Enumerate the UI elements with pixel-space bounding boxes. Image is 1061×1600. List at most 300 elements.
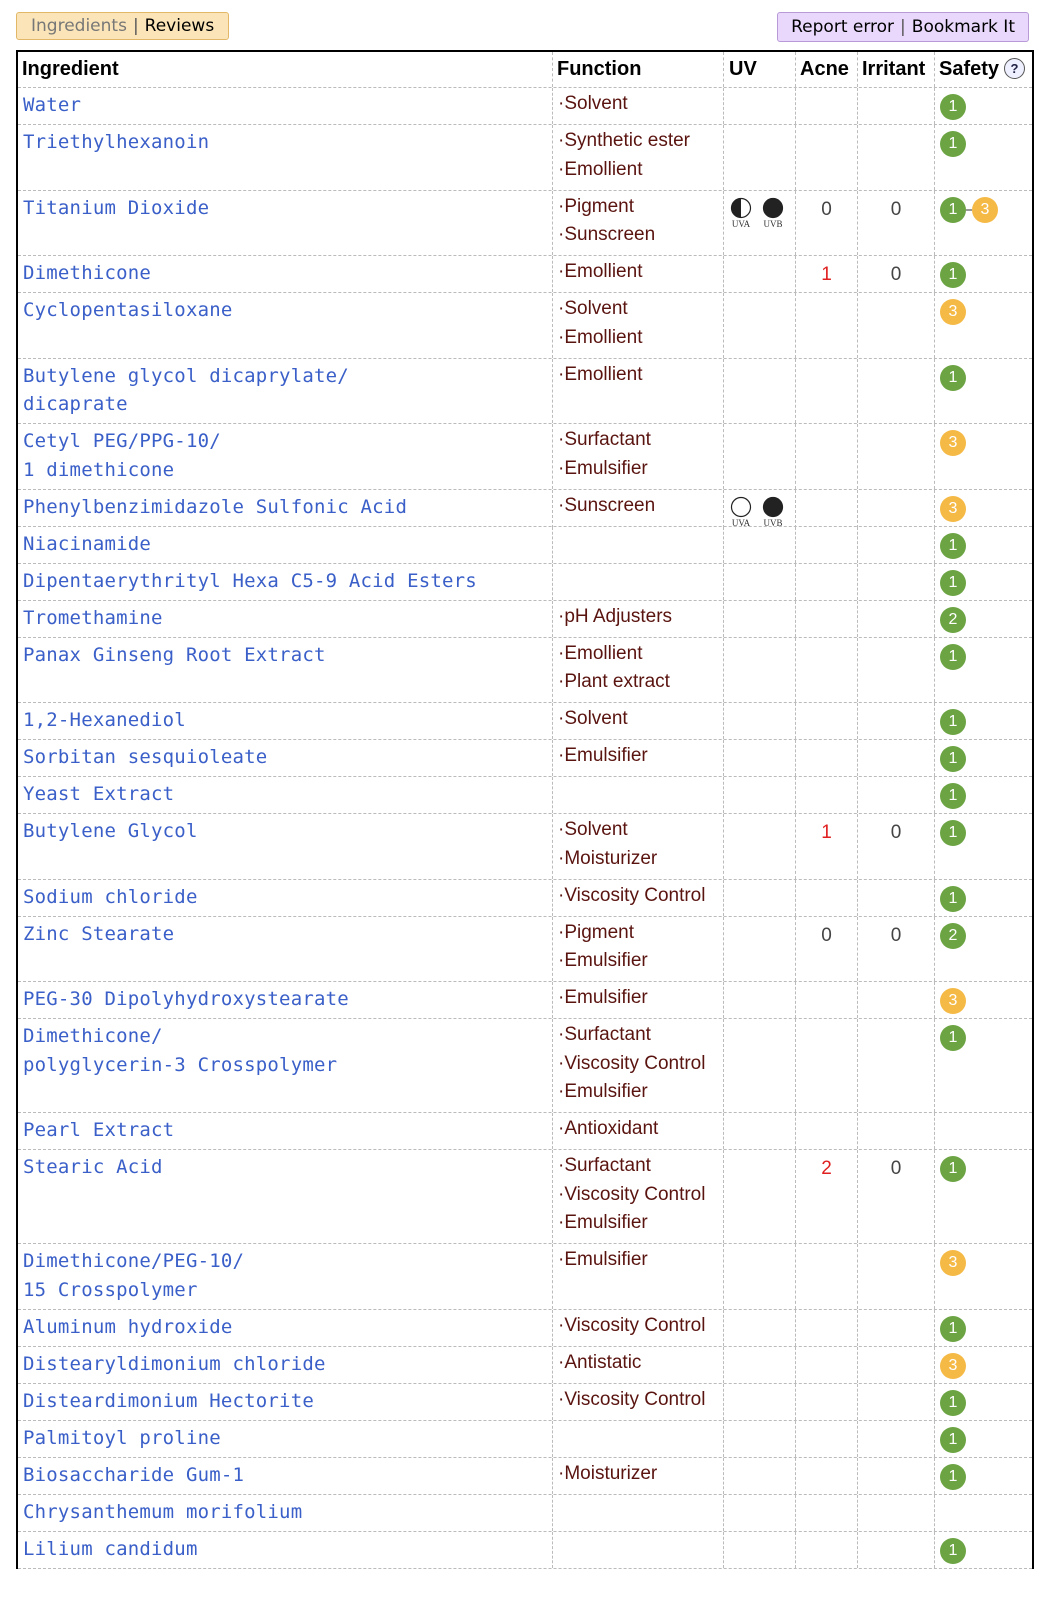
- ingredient-link[interactable]: [23, 191, 548, 223]
- ingredient-cell: [18, 638, 553, 703]
- safety-badge: 1: [940, 262, 966, 288]
- acne-cell: [796, 125, 858, 190]
- ingredient-link[interactable]: [23, 1150, 548, 1182]
- safety-badge: 1: [940, 533, 966, 559]
- table-row: [18, 125, 1032, 191]
- ingredient-name-line: Yeast Extract: [23, 783, 175, 805]
- function-item: ·Solvent: [558, 93, 628, 114]
- acne-cell: [796, 703, 858, 739]
- acne-cell: [796, 1113, 858, 1149]
- acne-value: 1: [821, 822, 832, 843]
- ingredient-cell: [18, 490, 553, 528]
- acne-value: 1: [821, 264, 832, 285]
- ingredient-cell: [18, 1458, 553, 1494]
- function-item: ·Emulsifier: [558, 987, 648, 1008]
- safety-cell: [935, 982, 1032, 1018]
- uv-cell: [724, 1310, 796, 1346]
- acne-cell: [796, 601, 858, 637]
- table-row: [18, 1495, 1032, 1532]
- table-row: [18, 1019, 1032, 1113]
- safety-cell: [935, 601, 1032, 637]
- irritant-cell: [858, 917, 935, 982]
- safety-cell: [935, 1019, 1032, 1112]
- function-item: ·Antistatic: [558, 1351, 642, 1373]
- function-cell: [553, 1347, 724, 1383]
- top-bar: [0, 0, 1061, 48]
- table-row: [18, 1347, 1032, 1384]
- table-row: [18, 1421, 1032, 1458]
- ingredient-link[interactable]: [23, 777, 548, 809]
- function-cell: [553, 880, 724, 916]
- function-item: ·Solvent: [558, 708, 628, 729]
- ingredient-link[interactable]: [23, 638, 548, 670]
- ingredient-cell: [18, 740, 553, 776]
- acne-cell: [796, 1310, 858, 1346]
- full-circle-icon: [762, 496, 784, 518]
- safety-cell: [935, 638, 1032, 703]
- function-cell: [553, 814, 724, 879]
- safety-cell: [935, 527, 1032, 563]
- safety-cell: [935, 880, 1032, 916]
- header-irritant: Irritant: [858, 52, 935, 87]
- ingredient-link[interactable]: [23, 1019, 548, 1079]
- ingredient-name-line: Pearl Extract: [23, 1119, 175, 1141]
- function-cell: [553, 1113, 724, 1149]
- ingredient-link[interactable]: [23, 1113, 548, 1145]
- function-cell: [553, 256, 724, 292]
- irritant-cell: [858, 601, 935, 637]
- safety-badge: 1: [940, 570, 966, 596]
- uv-cell: [724, 564, 796, 600]
- function-item: ·Viscosity Control: [558, 1314, 706, 1336]
- acne-cell: [796, 191, 858, 256]
- irritant-cell: [858, 1532, 935, 1568]
- view-tabs: [16, 12, 229, 40]
- function-cell: [553, 1019, 724, 1112]
- ingredient-link[interactable]: [23, 1458, 548, 1490]
- irritant-cell: [858, 880, 935, 916]
- table-row: [18, 256, 1032, 293]
- function-item: ·Viscosity Control: [558, 1183, 706, 1205]
- safety-badge: 3: [940, 299, 966, 325]
- safety-cell: [935, 703, 1032, 739]
- acne-cell: [796, 1532, 858, 1568]
- ingredient-cell: [18, 917, 553, 982]
- ingredient-name-line: Tromethamine: [23, 606, 163, 629]
- irritant-cell: [858, 191, 935, 256]
- function-item: ·Sunscreen: [558, 224, 656, 245]
- irritant-cell: [858, 1347, 935, 1383]
- uv-cell: [724, 1019, 796, 1112]
- irritant-cell: [858, 490, 935, 528]
- function-item: ·Emollient: [558, 363, 643, 385]
- uv-cell: [724, 1244, 796, 1309]
- table-row: [18, 424, 1032, 490]
- ingredient-link[interactable]: [23, 490, 548, 522]
- acne-value: 0: [821, 924, 832, 946]
- ingredient-link[interactable]: [23, 703, 548, 735]
- uv-cell: [724, 814, 796, 879]
- safety-badge: 2: [940, 923, 966, 949]
- irritant-cell: [858, 359, 935, 424]
- uv-cell: [724, 777, 796, 813]
- function-item: ·Solvent: [558, 298, 628, 319]
- safety-badge: 1: [940, 709, 966, 735]
- function-item: ·Emulsifier: [558, 1081, 648, 1102]
- ingredient-name-line: Zinc Stearate: [23, 922, 175, 945]
- uv-cell: [724, 1495, 796, 1531]
- header-safety: Safety: [939, 58, 1000, 80]
- uv-cell: [724, 880, 796, 916]
- safety-badge: 1: [940, 1316, 966, 1342]
- safety-badge: 3: [940, 1250, 966, 1276]
- uv-cell: [724, 191, 796, 256]
- irritant-value: 0: [890, 822, 902, 843]
- safety-badge: 1: [940, 820, 966, 846]
- function-item: ·Plant extract: [558, 671, 670, 692]
- ingredient-link[interactable]: [23, 917, 548, 949]
- ingredient-link[interactable]: [23, 359, 548, 419]
- acne-cell: [796, 1019, 858, 1112]
- ingredient-link[interactable]: [23, 1244, 548, 1304]
- safety-cell: [935, 814, 1032, 879]
- safety-badge: 3: [972, 197, 998, 223]
- safety-badge: 1: [940, 131, 966, 157]
- acne-cell: [796, 638, 858, 703]
- uv-cell: [724, 256, 796, 292]
- table-row: [18, 1113, 1032, 1150]
- tab-separator: |: [132, 16, 139, 36]
- ingredient-name-line: Stearic Acid: [23, 1156, 163, 1178]
- uv-label: UVA: [731, 218, 751, 229]
- safety-cell: [935, 1244, 1032, 1309]
- safety-badge: 1: [940, 1427, 966, 1453]
- table-row: [18, 703, 1032, 740]
- safety-cell: [935, 1458, 1032, 1494]
- uv-indicator: [762, 197, 784, 229]
- safety-cell: [935, 1495, 1032, 1531]
- ingredient-link[interactable]: [23, 880, 548, 912]
- ingredient-name-line: dicaprate: [23, 393, 128, 415]
- safety-cell: [935, 1421, 1032, 1457]
- ingredient-name-line: 1 dimethicone: [23, 458, 175, 481]
- function-item: ·Sunscreen: [558, 494, 656, 516]
- uv-cell: [724, 1458, 796, 1494]
- table-row: [18, 527, 1032, 564]
- function-cell: [553, 191, 724, 256]
- safety-badge: 1: [940, 94, 966, 120]
- ingredient-cell: [18, 564, 553, 600]
- safety-cell: [935, 1532, 1032, 1568]
- safety-badge: 1: [940, 1390, 966, 1416]
- acne-cell: [796, 564, 858, 600]
- uv-indicators: [724, 490, 795, 528]
- function-item: ·Pigment: [558, 195, 635, 217]
- function-item: ·Emulsifier: [558, 950, 648, 971]
- table-row: [18, 1458, 1032, 1495]
- function-cell: [553, 293, 724, 358]
- safety-badge: 1: [940, 886, 966, 912]
- ingredient-name-line: Cetyl PEG/PPG-10/: [23, 430, 221, 452]
- ingredient-name-line: Dipentaerythrityl Hexa C5-9 Acid Esters: [23, 569, 477, 592]
- ingredient-table: [16, 50, 1034, 1569]
- acne-cell: [796, 1421, 858, 1457]
- acne-cell: [796, 256, 858, 292]
- table-row: [18, 88, 1032, 125]
- ingredient-cell: [18, 359, 553, 424]
- uv-cell: [724, 917, 796, 982]
- safety-cell: [935, 293, 1032, 358]
- table-row: [18, 1150, 1032, 1244]
- report-error-button[interactable]: Report error: [791, 17, 895, 37]
- ingredient-link[interactable]: [23, 1310, 548, 1342]
- function-cell: [553, 982, 724, 1018]
- function-item: ·Surfactant: [558, 1155, 651, 1176]
- tab-ingredients[interactable]: Ingredients: [31, 16, 127, 36]
- function-item: ·Synthetic ester: [558, 130, 690, 151]
- ingredient-name-line: Biosaccharide Gum-1: [23, 1463, 245, 1486]
- ingredient-cell: [18, 293, 553, 358]
- ingredient-link[interactable]: [23, 527, 548, 559]
- irritant-value: 0: [890, 924, 902, 946]
- ingredient-link[interactable]: [23, 256, 548, 288]
- safety-badge: 3: [940, 988, 966, 1014]
- ingredient-name-line: Cyclopentasiloxane: [23, 299, 233, 321]
- safety-badge: 3: [940, 430, 966, 456]
- ingredient-name-line: Butylene glycol dicaprylate/: [23, 364, 349, 387]
- function-item: ·Viscosity Control: [558, 884, 706, 906]
- table-row: [18, 490, 1032, 527]
- uv-cell: [724, 601, 796, 637]
- function-cell: [553, 359, 724, 424]
- uv-cell: [724, 1113, 796, 1149]
- empty-circle-icon: [730, 496, 752, 518]
- safety-cell: [935, 490, 1032, 528]
- uv-cell: [724, 490, 796, 528]
- acne-cell: [796, 917, 858, 982]
- table-row: [18, 638, 1032, 704]
- uv-cell: [724, 88, 796, 124]
- uv-cell: [724, 1150, 796, 1243]
- bookmark-button[interactable]: Bookmark It: [911, 17, 1015, 37]
- safety-badge: 1: [940, 1538, 966, 1564]
- irritant-cell: [858, 638, 935, 703]
- acne-cell: [796, 1347, 858, 1383]
- ingredient-name-line: Aluminum hydroxide: [23, 1315, 233, 1338]
- safety-cell: [935, 1310, 1032, 1346]
- safety-badge: 3: [940, 1353, 966, 1379]
- ingredient-cell: [18, 125, 553, 190]
- uv-indicators: [724, 191, 795, 229]
- ingredient-cell: [18, 703, 553, 739]
- function-item: ·Moisturizer: [558, 847, 658, 869]
- half-circle-icon: [730, 197, 752, 219]
- safety-cell: [935, 777, 1032, 813]
- ingredient-link[interactable]: [23, 424, 548, 484]
- ingredient-cell: [18, 601, 553, 637]
- function-item: ·Emulsifier: [558, 745, 648, 766]
- table-row: [18, 293, 1032, 359]
- acne-value: 0: [821, 198, 832, 220]
- function-cell: [553, 1310, 724, 1346]
- safety-badge: 3: [940, 496, 966, 522]
- uv-indicator: [730, 496, 752, 528]
- function-item: ·Solvent: [558, 819, 628, 840]
- ingredient-cell: [18, 1310, 553, 1346]
- function-item: ·Surfactant: [558, 429, 651, 450]
- ingredient-name-line: Dimethicone/PEG-10/: [23, 1250, 245, 1272]
- ingredient-link[interactable]: [23, 740, 548, 772]
- irritant-cell: [858, 424, 935, 489]
- function-cell: [553, 1384, 724, 1420]
- function-cell: [553, 125, 724, 190]
- irritant-value: 0: [890, 1158, 902, 1179]
- ingredient-link[interactable]: [23, 982, 548, 1014]
- ingredient-cell: [18, 777, 553, 813]
- function-cell: [553, 424, 724, 489]
- header-acne: Acne: [796, 52, 858, 87]
- table-row: [18, 601, 1032, 638]
- table-row: [18, 1532, 1032, 1569]
- acne-cell: [796, 777, 858, 813]
- irritant-cell: [858, 88, 935, 124]
- acne-cell: [796, 293, 858, 358]
- ingredient-name-line: Dimethicone: [23, 262, 152, 284]
- function-cell: [553, 777, 724, 813]
- irritant-cell: [858, 703, 935, 739]
- irritant-cell: [858, 1019, 935, 1112]
- ingredient-name-line: Dimethicone/: [23, 1025, 163, 1047]
- ingredient-cell: [18, 1150, 553, 1243]
- ingredient-cell: [18, 1244, 553, 1309]
- safety-badge: 1: [940, 783, 966, 809]
- function-item: ·Emulsifier: [558, 457, 648, 479]
- safety-cell: [935, 88, 1032, 124]
- safety-badge: 1: [940, 746, 966, 772]
- table-row: [18, 191, 1032, 257]
- safety-badge: 1: [940, 1156, 966, 1182]
- ingredient-link[interactable]: [23, 1495, 548, 1527]
- irritant-cell: [858, 1458, 935, 1494]
- function-item: ·Emulsifier: [558, 1249, 648, 1270]
- uv-cell: [724, 359, 796, 424]
- header-uv: UV: [724, 52, 796, 87]
- function-cell: [553, 1532, 724, 1568]
- table-row: [18, 740, 1032, 777]
- irritant-cell: [858, 125, 935, 190]
- ingredient-name-line: Water: [23, 94, 82, 116]
- irritant-cell: [858, 256, 935, 292]
- ingredient-cell: [18, 1347, 553, 1383]
- acne-cell: [796, 88, 858, 124]
- ingredient-name-line: polyglycerin-3 Crosspolymer: [23, 1053, 338, 1076]
- safety-badge: 1: [940, 1464, 966, 1490]
- function-item: ·Pigment: [558, 921, 635, 943]
- full-circle-icon: [762, 197, 784, 219]
- ingredient-link[interactable]: [23, 1532, 548, 1564]
- ingredient-link[interactable]: [23, 1347, 548, 1379]
- function-item: ·Antioxidant: [558, 1118, 659, 1139]
- ingredient-cell: [18, 1421, 553, 1457]
- acne-cell: [796, 424, 858, 489]
- ingredient-link[interactable]: [23, 293, 548, 325]
- ingredient-name-line: Butylene Glycol: [23, 820, 198, 842]
- irritant-cell: [858, 982, 935, 1018]
- safety-cell: [935, 564, 1032, 600]
- action-separator: |: [900, 17, 906, 37]
- ingredient-link[interactable]: [23, 564, 548, 596]
- ingredient-cell: [18, 1019, 553, 1112]
- irritant-cell: [858, 527, 935, 563]
- function-cell: [553, 88, 724, 124]
- ingredient-link[interactable]: [23, 814, 548, 846]
- ingredient-link[interactable]: [23, 88, 548, 120]
- safety-cell: [935, 191, 1032, 256]
- ingredient-cell: [18, 527, 553, 563]
- acne-cell: [796, 880, 858, 916]
- safety-badge: 2: [940, 607, 966, 633]
- function-cell: [553, 601, 724, 637]
- ingredient-name-line: Phenylbenzimidazole Sulfonic Acid: [23, 495, 408, 518]
- safety-badge: 1: [940, 365, 966, 391]
- ingredient-cell: [18, 256, 553, 292]
- ingredient-link[interactable]: [23, 125, 548, 157]
- function-cell: [553, 490, 724, 528]
- function-cell: [553, 740, 724, 776]
- acne-value: 2: [821, 1158, 832, 1179]
- help-icon[interactable]: ?: [1004, 58, 1025, 79]
- function-cell: [553, 1458, 724, 1494]
- acne-cell: [796, 490, 858, 528]
- ingredient-link[interactable]: [23, 1421, 548, 1453]
- ingredient-name-line: Sodium chloride: [23, 885, 198, 908]
- uv-cell: [724, 527, 796, 563]
- safety-cell: [935, 256, 1032, 292]
- uv-cell: [724, 703, 796, 739]
- ingredient-name-line: Niacinamide: [23, 532, 152, 555]
- ingredient-link[interactable]: [23, 601, 548, 633]
- function-item: ·Emollient: [558, 642, 643, 664]
- ingredient-cell: [18, 982, 553, 1018]
- ingredient-cell: [18, 814, 553, 879]
- function-item: ·Emollient: [558, 158, 643, 180]
- acne-cell: [796, 359, 858, 424]
- ingredient-cell: [18, 1384, 553, 1420]
- function-cell: [553, 1421, 724, 1457]
- safety-cell: [935, 1150, 1032, 1243]
- acne-cell: [796, 814, 858, 879]
- uv-indicator: [762, 496, 784, 528]
- safety-cell: [935, 1384, 1032, 1420]
- irritant-cell: [858, 740, 935, 776]
- ingredient-link[interactable]: [23, 1384, 548, 1416]
- ingredient-name-line: Palmitoyl proline: [23, 1426, 221, 1449]
- ingredient-name-line: 15 Crosspolymer: [23, 1278, 198, 1301]
- function-item: ·Surfactant: [558, 1024, 651, 1045]
- uv-label: UVB: [763, 517, 783, 528]
- safety-cell: [935, 125, 1032, 190]
- ingredient-name-line: Triethylhexanoin: [23, 131, 210, 153]
- tab-reviews[interactable]: Reviews: [144, 16, 215, 36]
- ingredient-cell: [18, 191, 553, 256]
- ingredient-name-line: PEG-30 Dipolyhydroxystearate: [23, 988, 349, 1010]
- acne-cell: [796, 740, 858, 776]
- ingredient-name-line: Disteardimonium Hectorite: [23, 1389, 314, 1412]
- function-cell: [553, 1495, 724, 1531]
- function-cell: [553, 1150, 724, 1243]
- ingredient-cell: [18, 1113, 553, 1149]
- acne-cell: [796, 1495, 858, 1531]
